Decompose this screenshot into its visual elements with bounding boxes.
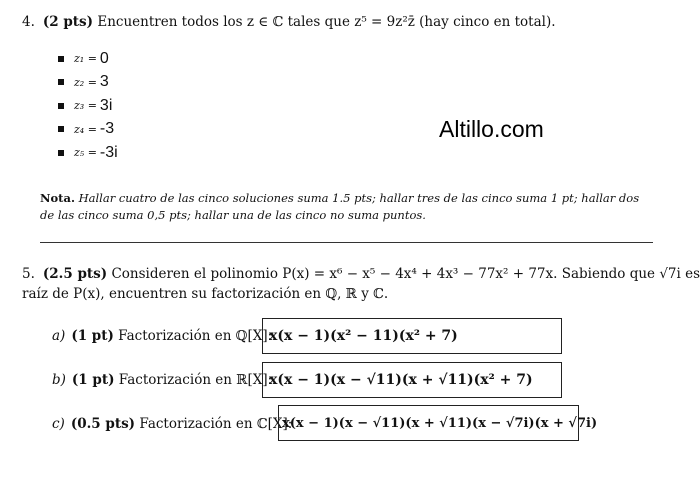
- list-item: [58, 141, 118, 165]
- bullet-icon: [58, 126, 64, 132]
- answer-text: x(x − 1)(x − √11)(x + √11)(x − √7i)(x + √7i): [282, 415, 598, 431]
- bullet-icon: [58, 103, 64, 109]
- note-title: Nota.: [40, 191, 75, 205]
- solution-value: -3: [99, 120, 115, 138]
- question-number: 4.: [22, 14, 35, 30]
- section-divider: [40, 242, 653, 243]
- solution-label: z₃ =: [74, 99, 97, 113]
- list-item: [58, 47, 118, 71]
- question-text: Encuentren todos los z ∈ ℂ tales que z⁵ = 9z²z̄ (hay cinco en total).: [97, 14, 556, 30]
- answer-text: x(x − 1)(x² − 11)(x² + 7): [269, 328, 458, 344]
- list-item: [58, 94, 118, 118]
- solution-label: z₅ =: [74, 146, 97, 160]
- bullet-icon: [58, 150, 64, 156]
- question-5: [22, 266, 700, 302]
- solution-value: 3: [99, 73, 109, 91]
- question-text-continued: raíz de P(x), encuentren su factorización en ℚ, ℝ y ℂ.: [22, 286, 389, 302]
- answer-box-c: [278, 405, 598, 441]
- solution-value: 0: [99, 49, 109, 67]
- solutions-list: [58, 47, 118, 165]
- part-a: [52, 328, 272, 344]
- solution-label: z₂ =: [74, 75, 97, 89]
- answer-box-b: [262, 362, 562, 398]
- note-body: Hallar cuatro de las cinco soluciones suma 1.5 pts; hallar tres de las cinco suma 1 pt; hallar dos de las cinco suma 0,5 pts; hallar una de las cinco no suma puntos.: [40, 191, 640, 222]
- part-points: (1 pt): [71, 328, 114, 344]
- part-letter: b): [52, 372, 66, 388]
- part-label: Factorización en ℚ[X]:: [118, 328, 273, 344]
- answer-box-a: [262, 318, 562, 354]
- bullet-icon: [58, 79, 64, 85]
- part-points: (1 pt): [71, 372, 115, 388]
- solution-value: 3i: [99, 96, 113, 114]
- grading-note: [40, 190, 655, 224]
- part-label: Factorización en ℝ[X]:: [118, 372, 273, 388]
- solution-value: -3i: [99, 143, 118, 161]
- part-letter: a): [52, 328, 66, 344]
- part-points: (0.5 pts): [70, 416, 136, 432]
- part-letter: c): [52, 416, 65, 432]
- question-text: Consideren el polinomio P(x) = x⁶ − x⁵ − 4x⁴ + 4x³ − 77x² + 77x. Sabiendo que √7i es: [111, 266, 700, 282]
- question-number: 5.: [22, 266, 35, 282]
- part-label: Factorización en ℂ[X]:: [139, 416, 293, 432]
- bullet-icon: [58, 56, 64, 62]
- list-item: [58, 71, 118, 95]
- answer-text: x(x − 1)(x − √11)(x + √11)(x² + 7): [269, 372, 533, 388]
- solution-label: z₄ =: [74, 122, 97, 136]
- part-b: [52, 372, 272, 388]
- part-c: [52, 416, 292, 432]
- question-4: [22, 14, 556, 30]
- solution-label: z₁ =: [74, 52, 97, 66]
- list-item: [58, 118, 118, 142]
- question-points: (2.5 pts): [42, 266, 108, 282]
- question-points: (2 pts): [42, 14, 94, 30]
- site-watermark: Altillo.com: [439, 116, 544, 142]
